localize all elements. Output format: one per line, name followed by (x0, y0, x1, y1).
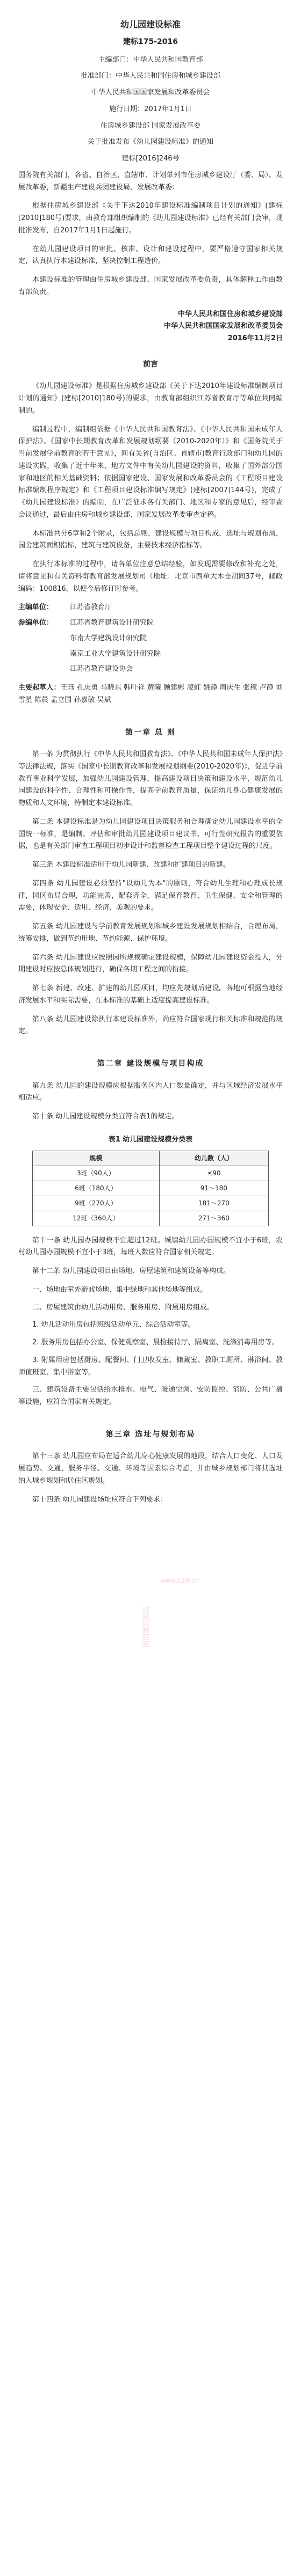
participants-list (70, 617, 161, 679)
table-cell: 12班（360人） (33, 1211, 160, 1226)
drafters-label: 主要起草人： (18, 684, 61, 692)
table-cell: ≤90 (159, 1166, 268, 1181)
article: 第九条 幼儿园的建设规模应根据服务区内人口数量确定，并与区域经济发展水平相适应。 (18, 1081, 283, 1102)
article: 第十四条 幼儿园建设场址应符合下列要求： (32, 1495, 168, 1504)
preface-heading: 前言 (143, 360, 158, 369)
list-item: 3. 附属用房包括厨房、配餐间、门卫收发室、储藏室、教职工厕所、淋浴间、教师值班室、集中浴室等。 (18, 1356, 283, 1377)
notice-paragraph: 根据住房城乡建设部《关于下达2010年建设标准编制项目计划的通知》(建标[2010]180号)要求，由教育部组织编制的《幼儿园建设标准》已经有关部门会审，现批准发布，自2017年1月1日起施行。 (18, 202, 283, 235)
notice-issuers: 住房城乡建设部 国家发展改革委 (100, 121, 201, 130)
table-cell: 9班（270人） (33, 1196, 160, 1211)
participant-item: 江苏省教育建设协会 (70, 665, 133, 674)
chief-editor-row (18, 602, 283, 614)
list-item: 三、建筑设备主要包括给水排水、电气、暖通空调、安防监控、消防、公共广播等设施，应符合国家有关规定。 (18, 1386, 283, 1406)
notice-title: 关于批准发布《幼儿园建设标准》的通知 (87, 138, 213, 147)
table-cell: 3班（90人） (33, 1166, 160, 1181)
standard-code: 建标175-2016 (123, 38, 178, 46)
table-header-cell: 幼儿数（人） (159, 1151, 268, 1166)
participants-label: 参编单位： (18, 619, 54, 627)
table-header-cell: 规模 (33, 1151, 160, 1166)
notice-paragraph: 本建设标准的管理由住房城乡建设部、国家发展改革委负责，具体解释工作由教育部负责。 (18, 276, 283, 296)
chapter-3-heading: 第三章 选址与规划布局 (105, 1430, 196, 1439)
article: 第七条 新建、改建、扩建的幼儿园项目，均应先规划后建设。各地可根据当地经济发展水平和实际需要，在本标准的基础上适度提高建设标准。 (18, 984, 283, 1005)
article: 第三条 本建设标准适用于幼儿园新建、改建和扩建项目的新建。 (32, 861, 231, 869)
list-item: 二、房屋建筑由幼儿活动用房、服务用房、附属用房组成。 (32, 1303, 214, 1312)
approval-department: 批准部门：中华人民共和国住房和城乡建设部 (80, 72, 220, 80)
article: 第十二条 幼儿园建设项目由场地、房屋建筑和建筑设备等构成。 (32, 1267, 231, 1275)
table-cell: 6班（180人） (33, 1181, 160, 1196)
table-row (33, 1196, 269, 1211)
table-row (33, 1211, 269, 1226)
article: 第六条 幼儿园建设应按照园所规模确定建设规模，保障幼儿园建设资金投入，分期建设时应按总体规划进行，确保各期工程之间的衔接。 (18, 953, 283, 974)
article: 第十三条 幼儿园应布局在适合幼儿身心健康发展的地段，结合人口变化、人口发展趋势、交通、服务半径、交通、环境等因素综合考虑，并由城乡规划部门将其选址纳入城乡规划和居住区规划。 (18, 1452, 283, 1485)
notice-paragraph: 在幼儿园建设项目的审批、核准、设计和建设过程中，要严格遵守国家相关规定，认真执行本建设标准，坚决控制工程造价。 (18, 245, 283, 266)
drafters-value: 王珏 孔庆勇 马晓东 韩叶祥 黄曦 顾建彬 凌虹 姚静 周庆生 张稼 卢静 刘雪星 陈晨 孟立国 孙嘉敏 吴斌 (18, 684, 283, 704)
table-cell: 181～270 (159, 1196, 268, 1211)
participant-item: 江苏省教育建筑设计研究院 (70, 619, 154, 627)
article: 第二条 本建设标准是为幼儿园建设项目决策服务和合理确定幼儿园建设水平的全国统一标准，是编制、评估和审批幼儿园建设项目建议书、可行性研究报告的重要依据，也是有关部门审查工程项目初步设计和监督检查工程项目整个建设过程的尺度。 (18, 817, 283, 851)
chapter-1-heading: 第一章 总 则 (125, 728, 176, 737)
table-row (33, 1181, 269, 1196)
preface-paragraph: 《幼儿园建设标准》是根据住房城乡建设部《关于下达2010年建设标准编制项目计划的通知》(建标[2010]180号)的要求，由教育部组织江苏省教育厅等单位共同编制的。 (18, 382, 283, 415)
notice-signature: 中华人民共和国住房和城乡建设部 (177, 310, 283, 318)
participant-item: 南京工业大学建筑设计研究院 (70, 649, 161, 658)
chapter-2-heading: 第二章 建设规模与项目构成 (97, 1059, 204, 1068)
editor-department: 主编部门：中华人民共和国教育部 (98, 55, 203, 64)
watermark-brand: 图创建筑规范 (142, 1605, 150, 1648)
table-header-row (33, 1151, 269, 1166)
preface-paragraph: 在执行本标准的过程中，请各单位注意总结经验，如发现需要修改和补充之处，请将意见和有关资料寄教育部发展规划司（地址：北京市西单大木仓胡同37号，邮政编码：100816，以便今后修订时参考。 (18, 560, 283, 593)
document-title: 幼儿园建设标准 (120, 19, 181, 30)
scale-table (32, 1151, 269, 1226)
article: 第十条 幼儿园建设规模分类宜符合表1的规定。 (32, 1113, 179, 1121)
article: 第八条 幼儿园建设除执行本建设标准外，尚应符合国家现行相关标准和规范的规定。 (18, 1015, 283, 1036)
preface-paragraph: 编制过程中，编制组依据《中华人民共和国教育法》、《中华人民共和国未成年人保护法》、《国家中长期教育改革和发展规划纲要（2010-2020年）》和《国务院关于当前发展学前教育的若干意见》，同有关省(自治区、直辖市)教育行政部门和幼儿园的建设实践，收集了近十年来，地方文件中有关幼儿园建设的资料，收集了国外部分国家和地区的相关基础资料；依据国家建设、国家发展和改革委员会的《工程项目建设标准编制程序规定》和《工程项目建设标准编写规定》(建标[2007]144号)，完成了《幼儿园建设标准》的编制，在广泛征求各有关部门、地区和专家的意见后，经审查会议通过，最后由住房和城乡建设部、国家发展改革委审查定稿。 (18, 425, 283, 519)
chief-editor-label: 主编单位： (18, 603, 54, 612)
table-caption: 表1 幼儿园建设规模分类表 (108, 1135, 193, 1144)
preface-paragraph: 本标准共分6章和2个附录，包括总则，建设规模与项目构成，选址与规划布局，园舍建筑面积指标，建筑与建筑设备，主要技术经济指标等。 (18, 529, 283, 550)
participants-row (18, 617, 283, 679)
notice-addressee: 国务院有关部门，各省、自治区、直辖市、计划单列市住房城乡建设厅（委、局）、发展改革委，新疆生产建设兵团建设局、发展改革委： (18, 171, 283, 192)
article: 第十一条 幼儿园办园规模不宜超过12班。城镇幼儿园办园规模不宜小于6班，农村幼儿园办园规模不宜小于3班，每班人数应符合国家相关规定。 (18, 1236, 283, 1257)
article: 第五条 幼儿园建设与学前教育发展规划和城乡建设发展规划相结合，合理布局，统筹安排，做到节约用地、节约能源、保护环境。 (18, 923, 283, 943)
table-row (33, 1166, 269, 1181)
effective-date: 施行日期：2017年1月1日 (109, 105, 192, 113)
list-item: 一、场地由室外游戏场地、集中绿地和其他场地等组成。 (32, 1285, 207, 1294)
table-cell: 91～180 (159, 1181, 268, 1196)
watermark-site: www.c10.cn (160, 1577, 199, 1584)
table-cell: 271～360 (159, 1211, 268, 1226)
list-item: 1. 幼儿活动用房包括班级活动单元、综合活动室等。 (32, 1321, 195, 1329)
drafters-row (18, 682, 283, 707)
article: 第一条 为贯彻执行《中华人民共和国教育法》、《中华人民共和国未成年人保护法》等法律法规，落实《国家中长期教育改革和发展规划纲要(2010-2020年)》，促进学前教育事业科学发展，加强幼儿园建设管理，提高建设项目决策和建设水平，规范幼儿园建设的科学性、合理性和可操作性，提高学前教育质量，保证幼儿身心健康发展的物质和人文环境，特制定本建设标准。 (18, 750, 283, 807)
notice-code: 建标[2016]246号 (121, 155, 180, 163)
list-item: 2. 服务用房包括办公室、保健观察室、晨检接待厅、隔离室、洗涤消毒用房等。 (32, 1338, 279, 1346)
chief-editor-value: 江苏省教育厅 (70, 603, 112, 612)
article: 第四条 幼儿园建设必须坚持"以幼儿为本"的原则，符合幼儿生理和心理成长规律，园区布局合理，功能完善，配套齐全，满足保育教育、卫生保健、安全和管理的需要，体现安全、适用、经济、美观的要求。 (18, 879, 283, 912)
notice-date: 2016年11月2日 (227, 334, 283, 342)
approval-department-2: 中华人民共和国国家发展和改革委员会 (91, 89, 210, 97)
notice-signature: 中华人民共和国国家发展和改革委员会 (163, 322, 283, 331)
participant-item: 东南大学建筑设计研究院 (70, 634, 147, 642)
